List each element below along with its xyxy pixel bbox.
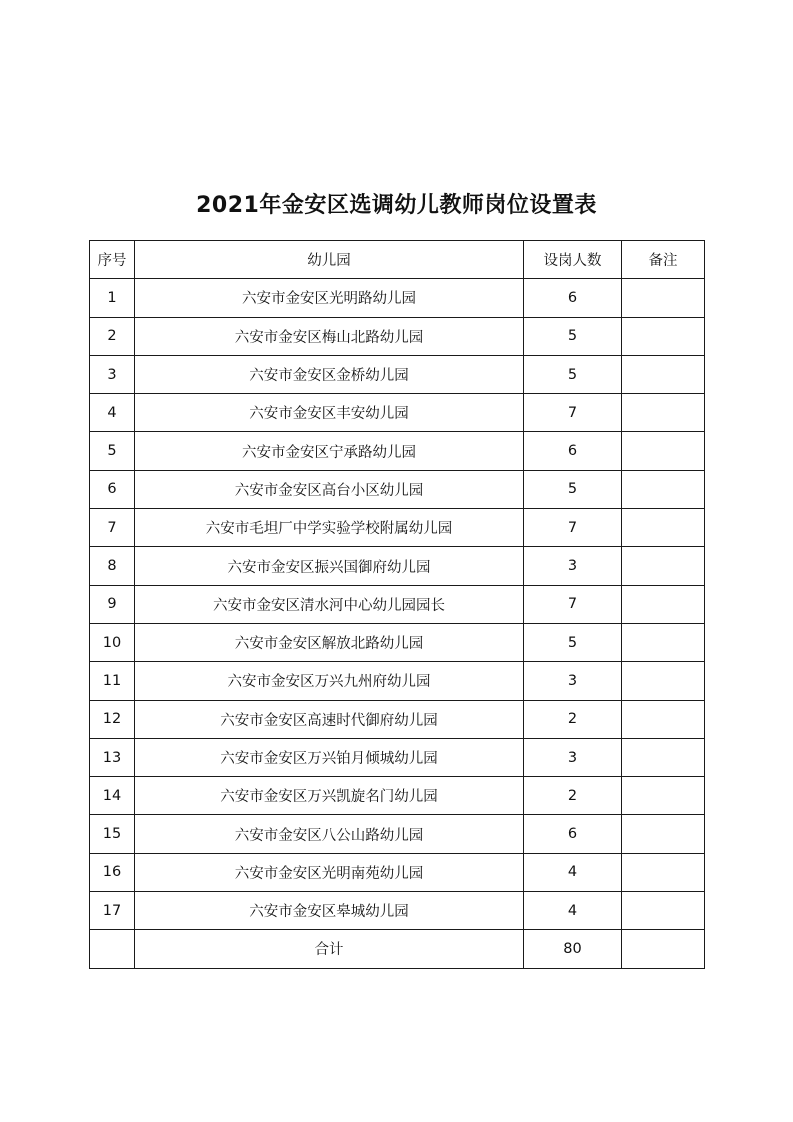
table-row bbox=[90, 470, 705, 508]
total-label: 合计 bbox=[135, 930, 524, 968]
table-row bbox=[90, 547, 705, 585]
cell-seq: 12 bbox=[90, 700, 135, 738]
cell-remark bbox=[622, 279, 705, 317]
cell-kindergarten: 六安市金安区金桥幼儿园 bbox=[135, 355, 524, 393]
table-total-row bbox=[90, 930, 705, 968]
cell-count: 6 bbox=[524, 815, 622, 853]
table-row bbox=[90, 777, 705, 815]
cell-count: 5 bbox=[524, 355, 622, 393]
cell-seq: 17 bbox=[90, 892, 135, 930]
cell-seq: 8 bbox=[90, 547, 135, 585]
cell-remark bbox=[622, 892, 705, 930]
cell-count: 7 bbox=[524, 394, 622, 432]
cell-remark bbox=[622, 777, 705, 815]
cell-kindergarten: 六安市金安区振兴国御府幼儿园 bbox=[135, 547, 524, 585]
table-row bbox=[90, 355, 705, 393]
total-count: 80 bbox=[524, 930, 622, 968]
table-row bbox=[90, 853, 705, 891]
cell-count: 6 bbox=[524, 432, 622, 470]
cell-remark bbox=[622, 317, 705, 355]
table-row bbox=[90, 279, 705, 317]
cell-kindergarten: 六安市金安区解放北路幼儿园 bbox=[135, 623, 524, 661]
cell-count: 6 bbox=[524, 279, 622, 317]
cell-seq: 9 bbox=[90, 585, 135, 623]
cell-seq: 4 bbox=[90, 394, 135, 432]
cell-count: 4 bbox=[524, 853, 622, 891]
cell-seq: 1 bbox=[90, 279, 135, 317]
cell-seq: 5 bbox=[90, 432, 135, 470]
cell-remark bbox=[622, 509, 705, 547]
table-row bbox=[90, 432, 705, 470]
table-row bbox=[90, 585, 705, 623]
header-remark: 备注 bbox=[622, 241, 705, 279]
page-title: 2021年金安区选调幼儿教师岗位设置表 bbox=[196, 193, 597, 218]
cell-count: 5 bbox=[524, 317, 622, 355]
table-row bbox=[90, 738, 705, 776]
cell-remark bbox=[622, 432, 705, 470]
cell-kindergarten: 六安市金安区丰安幼儿园 bbox=[135, 394, 524, 432]
cell-remark bbox=[622, 623, 705, 661]
cell-remark bbox=[622, 394, 705, 432]
cell-remark bbox=[622, 355, 705, 393]
cell-seq bbox=[90, 930, 135, 968]
cell-count: 4 bbox=[524, 892, 622, 930]
cell-count: 3 bbox=[524, 547, 622, 585]
header-seq: 序号 bbox=[90, 241, 135, 279]
cell-kindergarten: 六安市金安区光明南苑幼儿园 bbox=[135, 853, 524, 891]
table-header-row bbox=[90, 241, 705, 279]
cell-count: 3 bbox=[524, 738, 622, 776]
cell-seq: 13 bbox=[90, 738, 135, 776]
cell-remark bbox=[622, 930, 705, 968]
cell-seq: 14 bbox=[90, 777, 135, 815]
cell-count: 5 bbox=[524, 623, 622, 661]
table-row bbox=[90, 662, 705, 700]
cell-seq: 6 bbox=[90, 470, 135, 508]
table-row bbox=[90, 394, 705, 432]
table-row bbox=[90, 317, 705, 355]
header-count: 设岗人数 bbox=[524, 241, 622, 279]
cell-count: 5 bbox=[524, 470, 622, 508]
cell-seq: 7 bbox=[90, 509, 135, 547]
table-row bbox=[90, 509, 705, 547]
cell-remark bbox=[622, 738, 705, 776]
cell-seq: 16 bbox=[90, 853, 135, 891]
cell-kindergarten: 六安市金安区光明路幼儿园 bbox=[135, 279, 524, 317]
cell-remark bbox=[622, 700, 705, 738]
cell-kindergarten: 六安市金安区八公山路幼儿园 bbox=[135, 815, 524, 853]
cell-kindergarten: 六安市金安区万兴铂月倾城幼儿园 bbox=[135, 738, 524, 776]
table-body bbox=[90, 279, 705, 968]
cell-kindergarten: 六安市金安区万兴凯旋名门幼儿园 bbox=[135, 777, 524, 815]
cell-remark bbox=[622, 585, 705, 623]
header-kindergarten: 幼儿园 bbox=[135, 241, 524, 279]
cell-count: 2 bbox=[524, 700, 622, 738]
cell-count: 3 bbox=[524, 662, 622, 700]
table-row bbox=[90, 815, 705, 853]
cell-seq: 3 bbox=[90, 355, 135, 393]
table-row bbox=[90, 892, 705, 930]
cell-remark bbox=[622, 815, 705, 853]
cell-seq: 15 bbox=[90, 815, 135, 853]
cell-kindergarten: 六安市金安区万兴九州府幼儿园 bbox=[135, 662, 524, 700]
cell-remark bbox=[622, 547, 705, 585]
cell-seq: 11 bbox=[90, 662, 135, 700]
cell-remark bbox=[622, 662, 705, 700]
cell-kindergarten: 六安市毛坦厂中学实验学校附属幼儿园 bbox=[135, 509, 524, 547]
table-row bbox=[90, 700, 705, 738]
cell-kindergarten: 六安市金安区皋城幼儿园 bbox=[135, 892, 524, 930]
cell-kindergarten: 六安市金安区宁承路幼儿园 bbox=[135, 432, 524, 470]
cell-kindergarten: 六安市金安区梅山北路幼儿园 bbox=[135, 317, 524, 355]
cell-seq: 2 bbox=[90, 317, 135, 355]
cell-remark bbox=[622, 853, 705, 891]
cell-remark bbox=[622, 470, 705, 508]
cell-count: 7 bbox=[524, 509, 622, 547]
cell-seq: 10 bbox=[90, 623, 135, 661]
cell-kindergarten: 六安市金安区高台小区幼儿园 bbox=[135, 470, 524, 508]
table-row bbox=[90, 623, 705, 661]
cell-count: 2 bbox=[524, 777, 622, 815]
cell-kindergarten: 六安市金安区高速时代御府幼儿园 bbox=[135, 700, 524, 738]
positions-table bbox=[89, 240, 705, 969]
cell-count: 7 bbox=[524, 585, 622, 623]
cell-kindergarten: 六安市金安区清水河中心幼儿园园长 bbox=[135, 585, 524, 623]
